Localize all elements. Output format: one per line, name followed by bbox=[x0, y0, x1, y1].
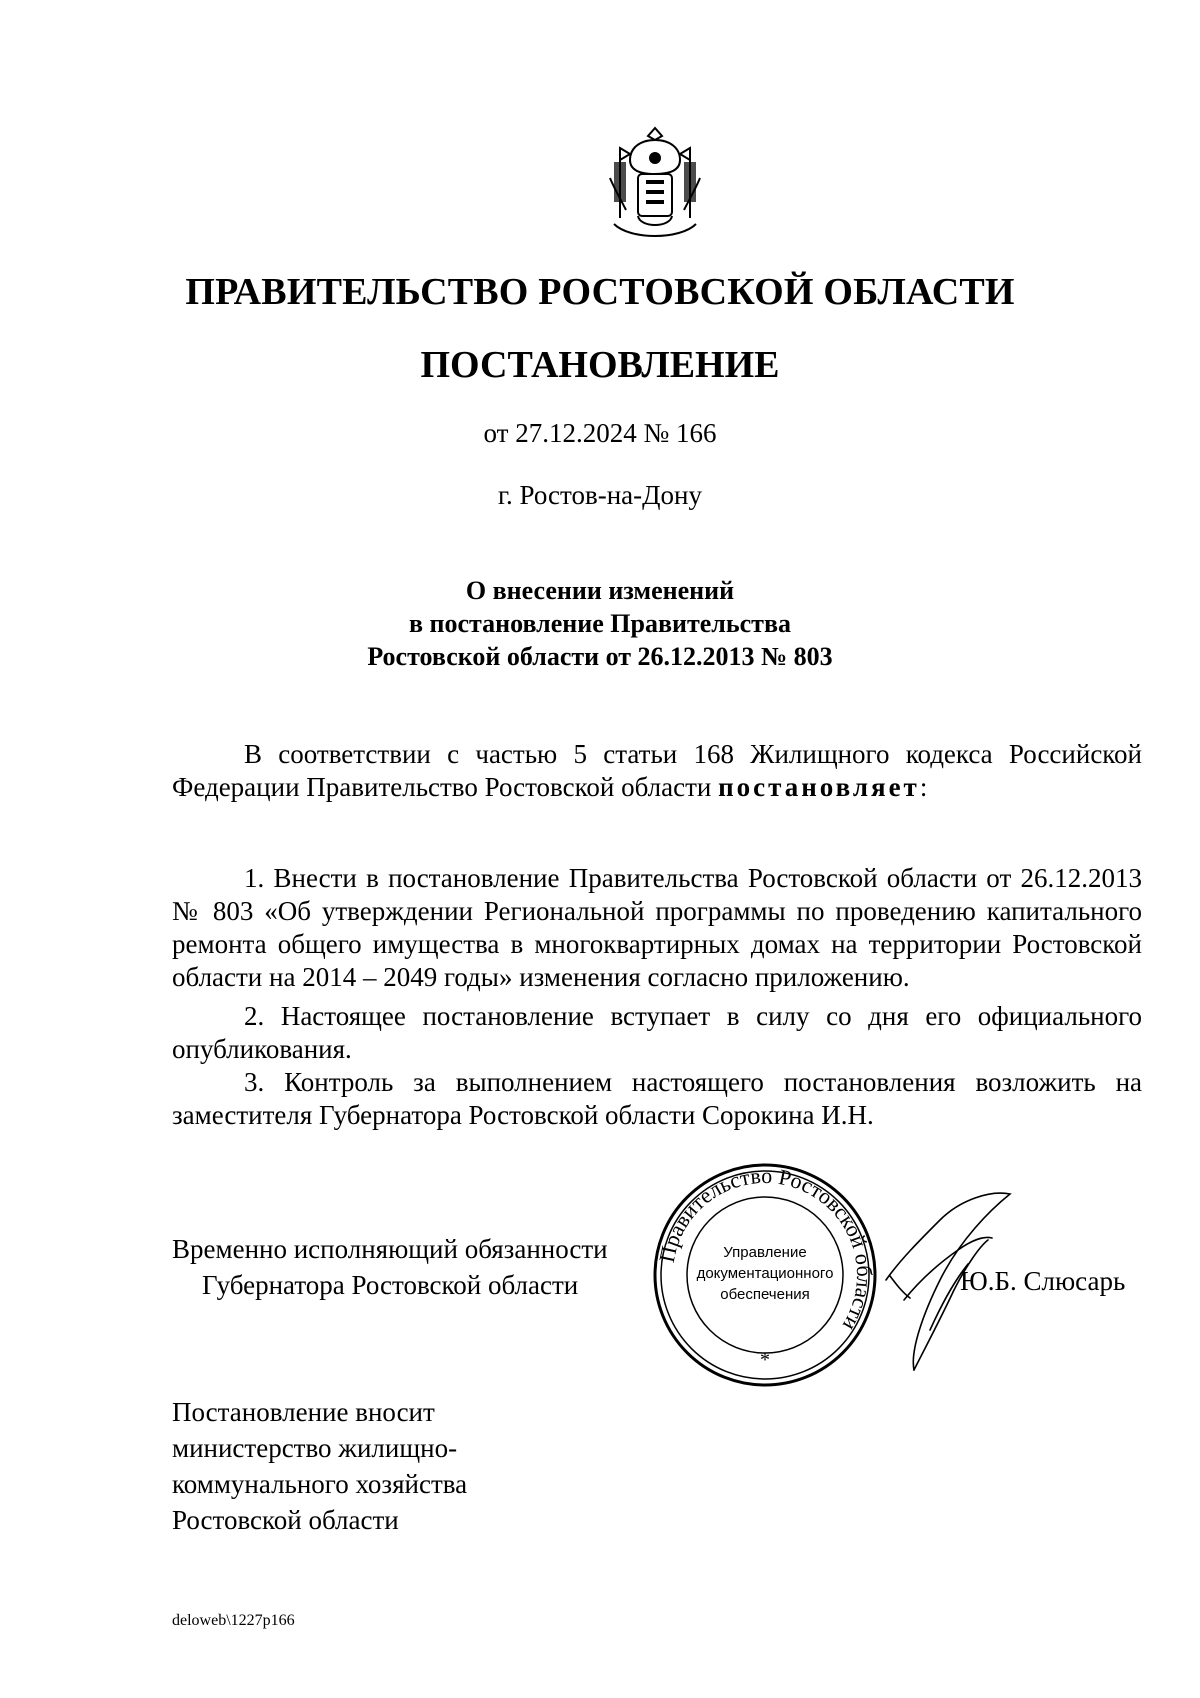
document-type: ПОСТАНОВЛЕНИЕ bbox=[420, 344, 780, 386]
date-number: от 27.12.2024 № 166 bbox=[483, 418, 717, 448]
document-subject bbox=[0, 574, 1200, 673]
official-stamp bbox=[650, 1160, 880, 1390]
item-3: 3. Контроль за выполнением настоящего постановления возложить на заместителя Губернатора Ростовской области Сорокина И.Н. bbox=[172, 1067, 1142, 1130]
preamble-tail: : bbox=[919, 772, 928, 802]
preamble-text: В соответствии с частью 5 статьи 168 Жилищного кодекса Российской Федерации Правительство Ростовской области bbox=[172, 739, 1142, 802]
stamp-star: * bbox=[760, 1349, 770, 1371]
item-1: 1. Внести в постановление Правительства Ростовской области от 26.12.2013 № 803 «Об утверждении Региональной программы по проведению капитального ремонта общего имущества в многоквартирных домах на территории Ростовской области на 2014 – 2049 годы» изменения согласно приложению. bbox=[172, 863, 1142, 992]
coat-of-arms-icon bbox=[600, 118, 710, 242]
position-line-2: Губернатора Ростовской области bbox=[202, 1270, 579, 1300]
stamp-center-line-3: обеспечения bbox=[720, 1286, 810, 1303]
signatory-name: Ю.Б. Слюсарь bbox=[960, 1266, 1126, 1296]
file-reference: deloweb\1227p166 bbox=[172, 1612, 295, 1629]
introduced-by bbox=[172, 1394, 467, 1538]
city: г. Ростов-на-Дону bbox=[497, 480, 702, 510]
subject-line-1: О внесении изменений bbox=[465, 576, 735, 605]
stamp-center-line-1: Управление bbox=[723, 1244, 807, 1261]
subject-line-2: в постановление Правительства bbox=[408, 609, 791, 638]
position-line-1: Временно исполняющий обязанности bbox=[172, 1234, 608, 1264]
introduced-line-1: Постановление вносит bbox=[172, 1397, 435, 1427]
government-name: ПРАВИТЕЛЬСТВО РОСТОВСКОЙ ОБЛАСТИ bbox=[185, 271, 1015, 313]
item-2: 2. Настоящее постановление вступает в силу со дня его официального опубликования. bbox=[172, 1001, 1142, 1064]
introduced-line-2: министерство жилищно- bbox=[172, 1433, 458, 1463]
signatory-position bbox=[172, 1231, 608, 1303]
stamp-center-line-2: документационного bbox=[696, 1265, 834, 1282]
preamble-emphasis: постановляет bbox=[718, 772, 920, 802]
introduced-line-4: Ростовской области bbox=[172, 1505, 399, 1535]
preamble-paragraph bbox=[172, 738, 1142, 804]
stamp-ring-text: Правительство Ростовской области bbox=[653, 1162, 878, 1336]
subject-line-3: Ростовской области от 26.12.2013 № 803 bbox=[367, 642, 833, 671]
introduced-line-3: коммунального хозяйства bbox=[172, 1469, 468, 1499]
